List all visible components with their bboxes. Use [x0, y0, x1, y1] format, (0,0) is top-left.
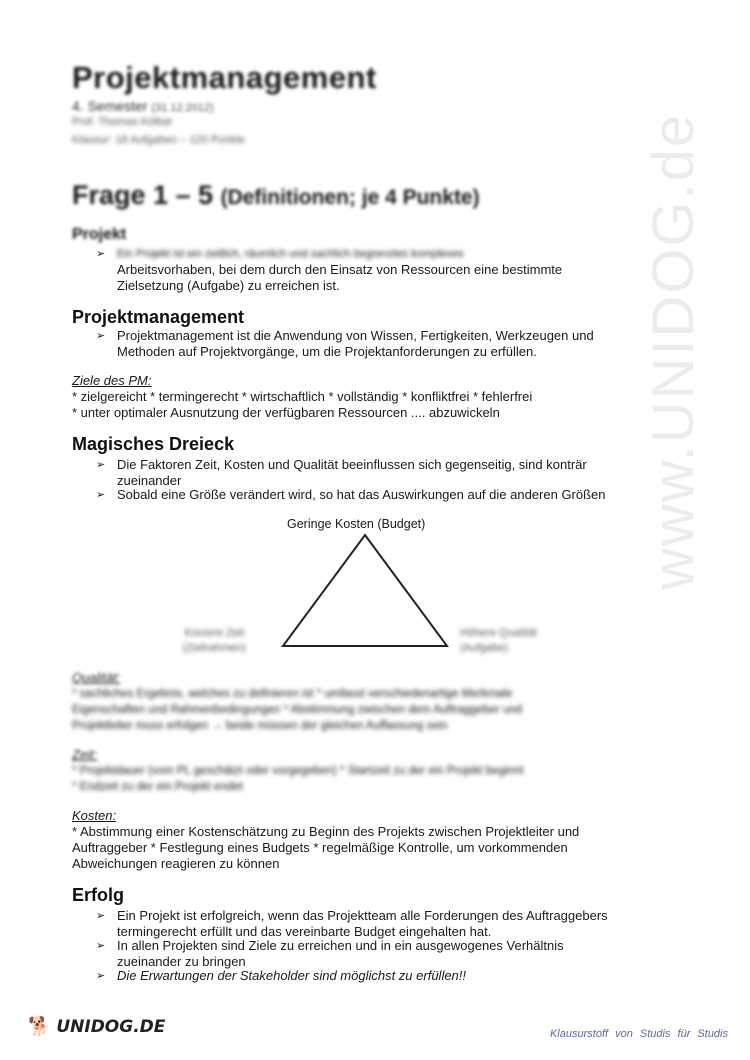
erfolg-b2-line-1: In allen Projekten sind Ziele zu erreichen und in ein ausgewogenes Verhältnis	[117, 938, 564, 953]
frage-detail: (Definitionen; je 4 Punkte)	[220, 186, 480, 209]
triangle-label-top: Geringe Kosten (Budget)	[287, 517, 426, 531]
projekt-line-3: Zielsetzung (Aufgabe) zu erreichen ist.	[117, 278, 340, 293]
dreieck-bullet-1	[98, 457, 658, 489]
bullet-arrow-icon: ➢	[96, 248, 106, 260]
erfolg-bullet-1	[98, 908, 658, 940]
zeit-line-1: * Projektdauer (vom PL geschätzt oder vorgegeben) * Startzeit zu der ein Projekt beginnt	[72, 765, 524, 777]
projekt-line-1: Ein Projekt ist ein zeitlich, räumlich und sachlich begrenztes komplexes	[117, 248, 464, 260]
dreieck-b1-line-1: Die Faktoren Zeit, Kosten und Qualität beeinflussen sich gegenseitig, sind konträr	[117, 457, 587, 472]
exam-info: Klausur: 18 Aufgaben – 120 Punkte	[72, 134, 246, 146]
heading-erfolg: Erfolg	[72, 885, 124, 905]
magic-triangle	[280, 532, 450, 650]
watermark: www.UNIDOG.de	[641, 112, 706, 590]
erfolg-bullet-3	[98, 968, 658, 984]
bullet-arrow-icon: ➢	[96, 940, 106, 952]
triangle-shape	[283, 535, 447, 646]
heading-magisches-dreieck: Magisches Dreieck	[72, 434, 235, 454]
dreieck-b2: Sobald eine Größe verändert wird, so hat das Auswirkungen auf die anderen Größen	[117, 487, 606, 502]
heading-projekt: Projekt	[72, 226, 127, 243]
logo-text: UNIDOG.DE	[56, 1017, 166, 1037]
erfolg-b2-line-2: zueinander zu bringen	[117, 954, 246, 969]
bullet-arrow-icon: ➢	[96, 330, 106, 342]
professor: Prof. Thomas Kölbar	[72, 116, 173, 128]
label-zeit: Zeit:	[72, 747, 98, 762]
erfolg-bullet-2	[98, 938, 658, 970]
dreieck-bullet-2	[98, 487, 658, 503]
semester: 4. Semester	[72, 98, 148, 114]
kosten-line-2: Auftraggeber * Festlegung eines Budgets * regelmäßige Kontrolle, um vorkommenden	[72, 840, 568, 855]
date: (31.12.2012)	[151, 102, 214, 114]
unidog-logo	[28, 1016, 165, 1037]
bullet-arrow-icon: ➢	[96, 970, 106, 982]
kosten-line-1: * Abstimmung einer Kostenschätzung zu Beginn des Projekts zwischen Projektleiter und	[72, 824, 580, 839]
triangle-left-line-1: Kürzere Zeit	[184, 627, 245, 639]
frage-main: Frage 1 – 5	[72, 180, 214, 210]
erfolg-b1-line-2: termingerecht erfüllt und das vereinbarte Budget eingehalten hat.	[117, 924, 492, 939]
page-title: Projektmanagement	[72, 60, 377, 95]
triangle-label-left	[183, 626, 246, 656]
qualitaet-line-1: * sachliches Ergebnis, welches zu definieren ist * umfasst verschiedenartige Merkmale	[72, 688, 513, 700]
ziele-line-2: * unter optimaler Ausnutzung der verfügbaren Ressourcen .... abzuwickeln	[72, 405, 500, 420]
heading-projektmanagement: Projektmanagement	[72, 307, 245, 327]
label-kosten: Kosten:	[72, 808, 117, 823]
label-ziele: Ziele des PM:	[72, 373, 152, 388]
bullet-arrow-icon: ➢	[96, 489, 106, 501]
dog-icon: 🐕	[28, 1016, 51, 1037]
zeit-line-2: * Endzeit zu der ein Projekt endet	[72, 781, 243, 793]
triangle-right-line-2: (Aufgabe)	[460, 642, 509, 654]
semester-line	[72, 98, 214, 114]
projekt-line-2: Arbeitsvorhaben, bei dem durch den Einsatz von Ressourcen eine bestimmte	[117, 262, 563, 277]
kosten-line-3: Abweichungen reagieren zu können	[72, 856, 280, 871]
pm-line-2: Methoden auf Projektvorgänge, um die Projektanforderungen zu erfüllen.	[117, 344, 537, 359]
erfolg-b3: Die Erwartungen der Stakeholder sind möglichst zu erfüllen!!	[117, 968, 467, 983]
qualitaet-line-3: Projektleiter muss erfolgen → beide müssen der gleichen Auffassung sein	[72, 720, 448, 732]
triangle-right-line-1: Höhere Qualität	[460, 627, 538, 639]
qualitaet-line-2: Eigenschaften und Rahmenbedingungen * Abstimmung zwischen dem Auftraggeber und	[72, 704, 523, 716]
bullet-arrow-icon: ➢	[96, 910, 106, 922]
dreieck-b1-line-2: zueinander	[117, 473, 182, 488]
footer-text: Klausurstoff von Studis für Studis	[549, 1028, 728, 1040]
bullet-arrow-icon: ➢	[96, 459, 106, 471]
pm-bullet	[98, 328, 658, 360]
ziele-line-1: * zielgereicht * termingerecht * wirtschaftlich * vollständig * konfliktfrei * fehlerfrei	[72, 389, 533, 404]
label-qualitaet: Qualität:	[72, 670, 121, 685]
section-heading-frage	[72, 180, 480, 211]
pm-line-1: Projektmanagement ist die Anwendung von Wissen, Fertigkeiten, Werkzeugen und	[117, 328, 594, 343]
projekt-bullet	[98, 246, 658, 294]
triangle-label-right	[460, 626, 537, 656]
erfolg-b1-line-1: Ein Projekt ist erfolgreich, wenn das Projektteam alle Forderungen des Auftraggebers	[117, 908, 608, 923]
triangle-left-line-2: (Zeitrahmen)	[183, 642, 246, 654]
